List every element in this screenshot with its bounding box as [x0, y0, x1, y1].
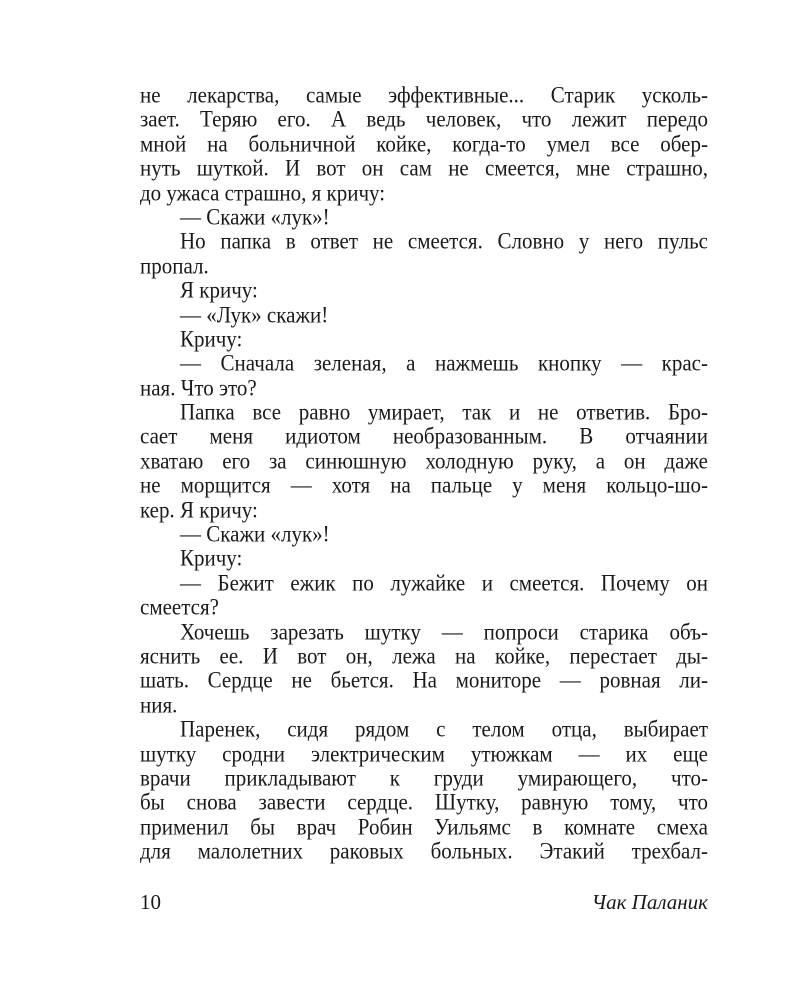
- page-footer: [140, 890, 708, 916]
- text-line: — Бежит ежик по лужайке и смеется. Почему он: [180, 569, 708, 596]
- text-line: — Сначала зеленая, а нажмешь кнопку — крас-: [180, 350, 708, 377]
- text-line: Паренек, сидя рядом с телом отца, выбирает: [180, 715, 708, 743]
- text-line: — Скажи «лук»!: [180, 520, 330, 548]
- running-title-author: Чак Паланик: [591, 890, 708, 914]
- text-line: шать. Сердце не бьется. На мониторе — ровная ли-: [140, 667, 708, 694]
- text-line: Но папка в ответ не смеется. Словно у него пульс: [180, 228, 708, 255]
- text-line: применил бы врач Робин Уильямс в комнате смеха: [140, 813, 708, 840]
- text-line: нуть шуткой. И вот он сам не смеется, мне страшно,: [140, 154, 708, 182]
- text-line: хватаю его за синюшную холодную руку, а он даже: [140, 447, 708, 475]
- text-line: сает меня идиотом необразованным. В отчаянии: [140, 423, 708, 450]
- text-line: Кричу:: [180, 325, 243, 353]
- text-line: — Скажи «лук»!: [180, 203, 330, 231]
- text-line: зает. Теряю его. А ведь человек, что лежит передо: [140, 106, 708, 133]
- text-line: Кричу:: [180, 545, 243, 572]
- text-line: мной на больничной койке, когда-то умел все обер-: [140, 130, 708, 157]
- text-line: для малолетних раковых больных. Этакий трехбал-: [140, 837, 708, 865]
- text-line: ная. Что это?: [140, 374, 257, 401]
- text-line: не морщится — хотя на пальце у меня кольцо-шо-: [140, 472, 708, 499]
- text-line: бы снова завести сердце. Шутку, равную тому, что: [140, 789, 708, 816]
- text-line: пропал.: [140, 252, 209, 279]
- text-line: врачи прикладывают к груди умирающего, что-: [140, 764, 708, 792]
- text-line: Папка все равно умирает, так и не ответив. Бро-: [180, 398, 708, 426]
- text-line: шутку сродни электрическим утюжкам — их еще: [140, 740, 708, 767]
- text-line: смеется?: [140, 593, 219, 621]
- text-line: Я кричу:: [180, 276, 258, 304]
- page-number: 10: [140, 890, 161, 914]
- text-line: до ужаса страшно, я кричу:: [140, 179, 386, 206]
- text-line: ния.: [140, 691, 178, 718]
- body-text: [140, 83, 708, 864]
- text-line: Хочешь зарезать шутку — попроси старика объ-: [180, 618, 708, 645]
- text-line: не лекарства, самые эффективные... Старик усколь-: [140, 81, 708, 109]
- text-line: кер. Я кричу:: [140, 496, 258, 523]
- text-line: — «Лук» скажи!: [180, 301, 329, 328]
- text-line: яснить ее. И вот он, лежа на койке, перестает ды-: [140, 642, 708, 670]
